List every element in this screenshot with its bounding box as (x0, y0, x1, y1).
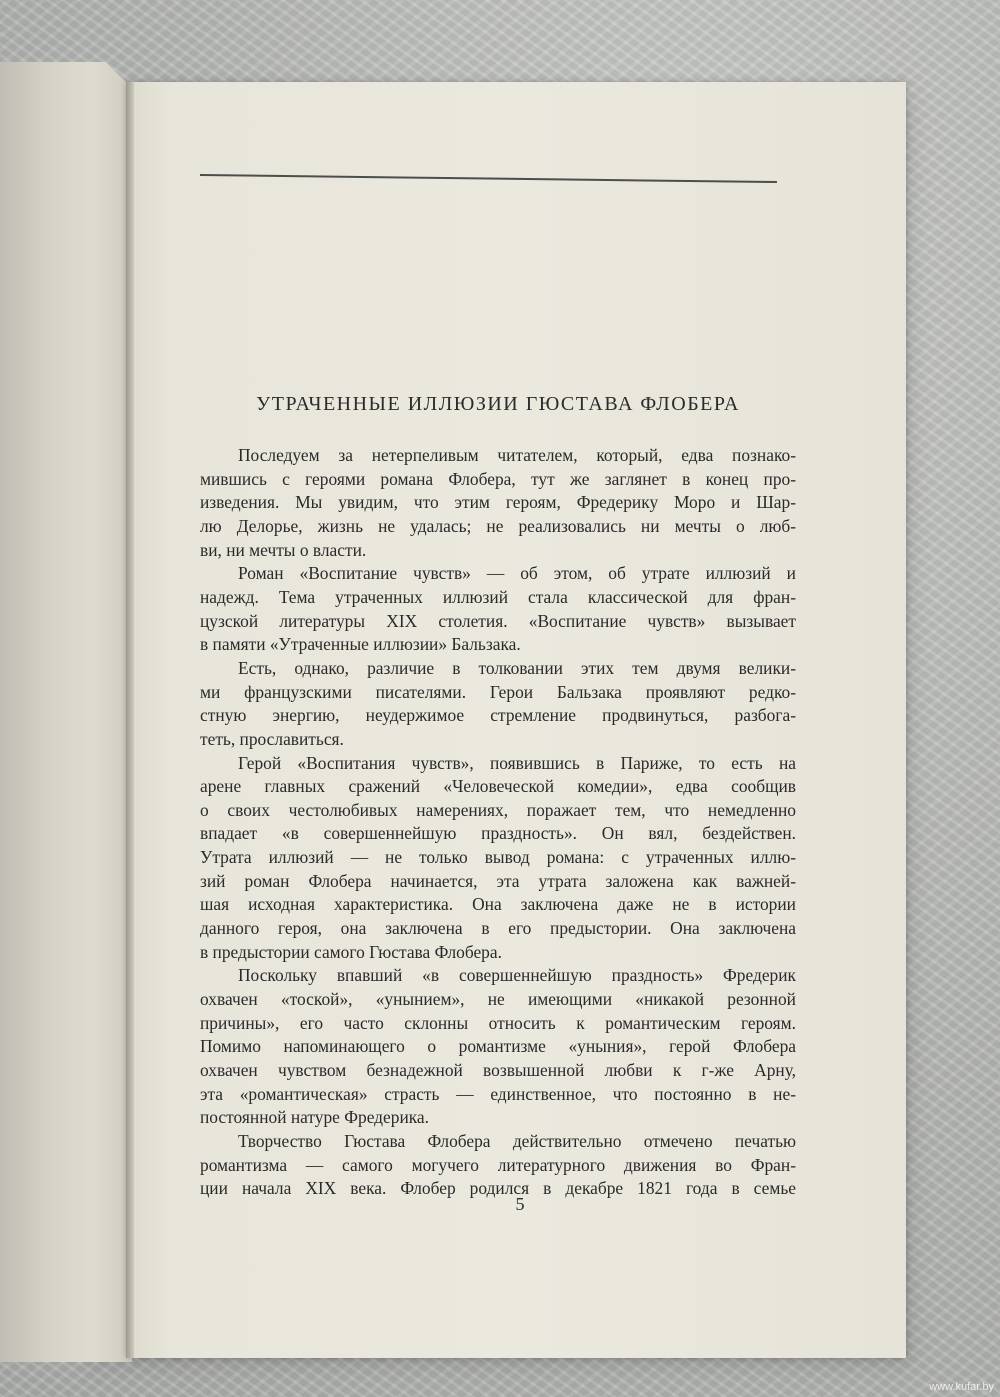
text-line: шая исходная характеристика. Она заключена даже не в истории (200, 894, 796, 915)
chapter-title: УТРАЧЕННЫЕ ИЛЛЮЗИИ ГЮСТАВА ФЛОБЕРА (256, 393, 740, 415)
text-line: Есть, однако, различие в толковании этих тем двумя велики- (238, 657, 796, 678)
text-line: о своих честолюбивых намерениях, поражает тем, что немедленно (200, 799, 796, 820)
text-line: охвачен «тоской», «унынием», не имеющими «никакой резонной (200, 988, 796, 1009)
text-line: впадает «в совершеннейшую праздность». Он вял, бездействен. (200, 823, 796, 844)
text-line: в предыстории самого Гюстава Флобера. (200, 941, 502, 962)
text-line: изведения. Мы увидим, что этим героям, Фредерику Моро и Шар- (200, 492, 796, 513)
text-line: ви, ни мечты о власти. (200, 539, 367, 560)
text-line: мившись с героями романа Флобера, тут же заглянет в конец про- (200, 468, 796, 489)
text-line: данного героя, она заключена в его предыстории. Она заключена (200, 918, 796, 938)
left-page-edge (0, 62, 132, 1362)
text-line: зий роман Флобера начинается, эта утрата заложена как важней- (200, 870, 796, 891)
watermark: www.kufar.by (929, 1381, 994, 1393)
text-line: стную энергию, неудержимое стремление продвинуться, разбога- (200, 705, 796, 726)
text-line: Роман «Воспитание чувств» — об этом, об утрате иллюзий и (238, 563, 796, 584)
text-line: эта «романтическая» страсть — единственное, что постоянно в не- (200, 1083, 796, 1104)
text-line: арене главных сражений «Человеческой комедии», едва сообщив (200, 776, 796, 797)
text-line: в памяти «Утраченные иллюзии» Бальзака. (200, 634, 521, 655)
text-line: Творчество Гюстава Флобера действительно отмечено печатью (238, 1130, 796, 1151)
text-line: охвачен чувством безнадежной возвышенной любви к г-же Арну, (200, 1059, 796, 1080)
text-line: Герой «Воспитания чувств», появившись в Париже, то есть на (238, 752, 796, 773)
text-line: ми французскими писателями. Герои Бальзака проявляют редко- (200, 681, 796, 702)
text-line: романтизма — самого могучего литературного движения во Фран- (200, 1154, 796, 1175)
text-line: Поскольку впавший «в совершеннейшую праздность» Фредерик (238, 965, 796, 986)
text-line: цузской литературы XIX столетия. «Воспитание чувств» вызывает (200, 610, 796, 631)
text-line: Утрата иллюзий — не только вывод романа: с утраченных иллю- (200, 847, 796, 867)
text-line: ции начала XIX века. Флобер родился в декабре 1821 года в семье (200, 1178, 796, 1199)
text-line: лю Делорье, жизнь не удалась; не реализовались ни мечты о люб- (200, 516, 796, 536)
text-line: причины», его часто склонны относить к романтическим героям. (200, 1012, 796, 1033)
page-number: 5 (515, 1194, 525, 1214)
text-line: Помимо напоминающего о романтизме «уныния», герой Флобера (200, 1036, 796, 1057)
page-gutter (126, 82, 134, 1358)
text-line: теть, прославиться. (200, 728, 344, 749)
text-line: надежд. Тема утраченных иллюзий стала классической для фран- (200, 586, 796, 607)
text-line: постоянной натуре Фредерика. (200, 1107, 429, 1128)
text-line: Последуем за нетерпеливым читателем, который, едва познако- (238, 445, 796, 465)
